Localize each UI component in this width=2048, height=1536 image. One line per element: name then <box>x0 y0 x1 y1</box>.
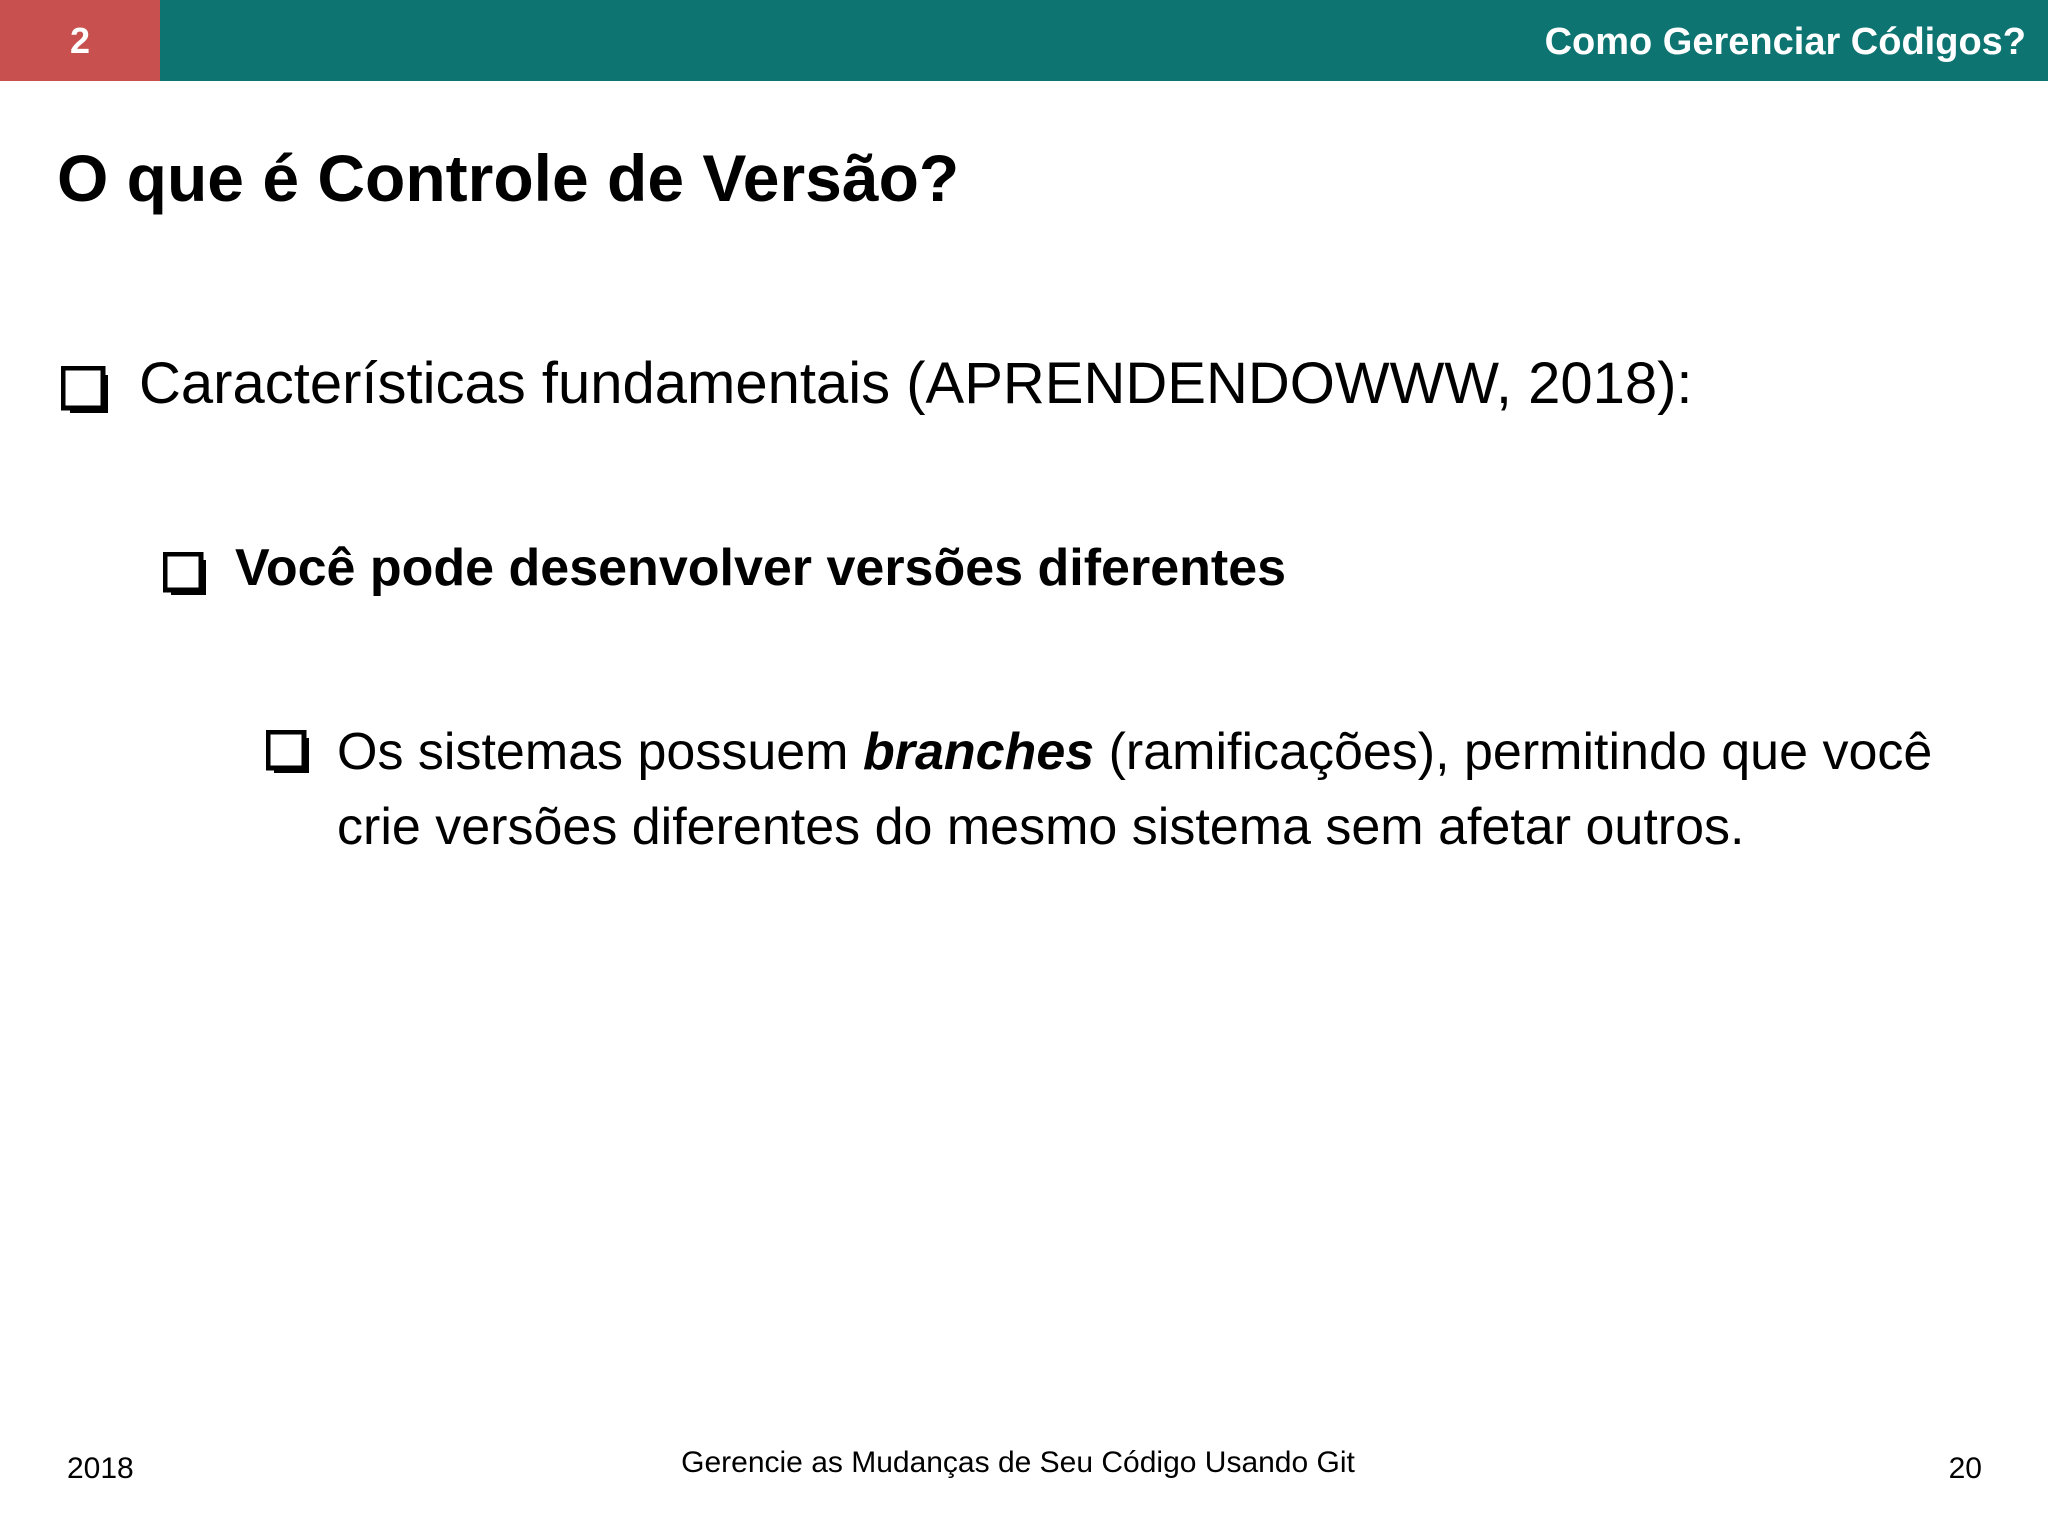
checkbox-icon <box>61 366 111 416</box>
bullet-level-1 <box>61 350 1693 417</box>
branches-emphasis: branches <box>862 723 1095 781</box>
bullet-level-3 <box>266 715 1986 865</box>
header-bar <box>0 0 2048 81</box>
section-number-badge <box>0 0 160 81</box>
footer-course-title-text: Gerencie as Mudanças de Seu Código Usando Git <box>681 1446 1355 1479</box>
section-number: 2 <box>69 19 91 61</box>
bullet-level-1-text: Características fundamentais (APRENDENDOWWW, 2018): <box>139 351 1693 416</box>
checkbox-icon <box>266 730 312 776</box>
bullet-level-3-text <box>337 715 1977 865</box>
footer-year: 2018 <box>67 1452 134 1485</box>
footer-page-number: 20 <box>1948 1452 1982 1485</box>
page-title: O que é Controle de Versão? <box>57 141 960 215</box>
bullet-level-2-text: Você pode desenvolver versões diferentes <box>235 539 1287 597</box>
header-title: Como Gerenciar Códigos? <box>1544 21 2026 63</box>
bullet-level-3-text-after: (ramificações), permitindo que você crie versões diferentes do mesmo sistema sem afetar outros. <box>337 723 1933 856</box>
bullet-level-2 <box>163 538 1286 598</box>
bullet-level-3-text-before: Os sistemas possuem <box>337 723 863 781</box>
footer-course-title <box>0 1446 2048 1480</box>
checkbox-icon <box>163 552 209 598</box>
